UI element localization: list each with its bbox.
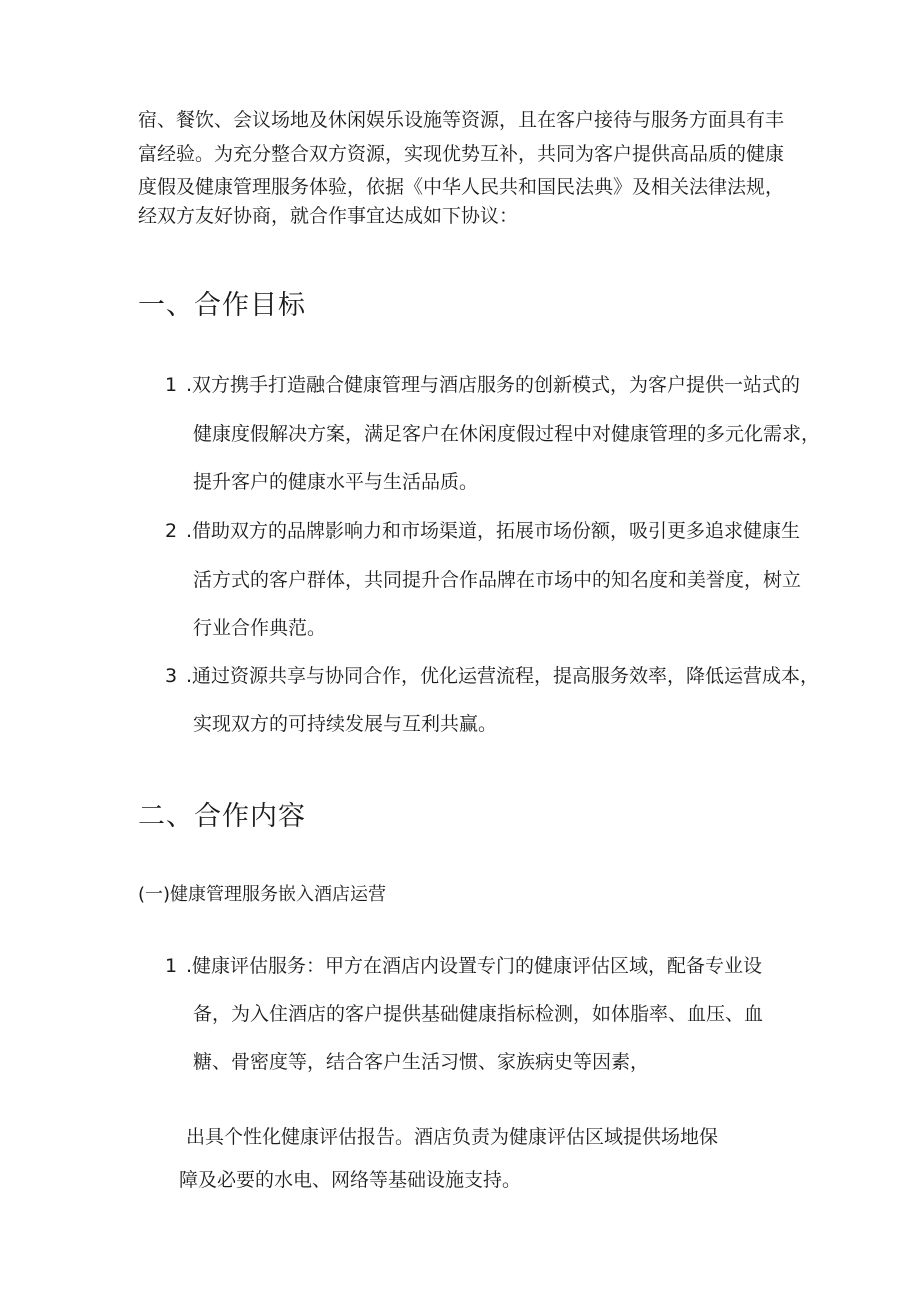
section-heading: 二、合作内容 — [138, 801, 306, 832]
section-heading: 一、合作目标 — [138, 290, 306, 321]
subsection-title: (一)健康管理服务嵌入酒店运营 — [138, 884, 387, 905]
item-line: .借助双方的品牌影响力和市场渠道，拓展市场份额，吸引更多追求健康生 — [186, 520, 801, 542]
paragraph-line: 出具个性化健康评估报告。酒店负责为健康评估区域提供场地保 — [186, 1126, 719, 1148]
item-line: 备，为入住酒店的客户提供基础健康指标检测，如体脂率、血压、血 — [193, 1003, 764, 1025]
intro-line: 富经验。为充分整合双方资源，实现优势互补，共同为客户提供高品质的健康 — [138, 143, 785, 165]
intro-line: 度假及健康管理服务体验，依据《中华人民共和国民法典》及相关法律法规， — [138, 176, 785, 198]
item-line: 健康度假解决方案，满足客户在休闲度假过程中对健康管理的多元化需求， — [193, 423, 821, 445]
item-line: 实现双方的可持续发展与互利共赢。 — [193, 713, 498, 735]
item-line: 提升客户的健康水平与生活品质。 — [193, 471, 479, 493]
intro-line: 宿、餐饮、会议场地及休闲娱乐设施等资源，且在客户接待与服务方面具有丰 — [138, 109, 785, 131]
item-line: 活方式的客户群体，共同提升合作品牌在市场中的知名度和美誉度，树立 — [193, 569, 802, 591]
item-line: 行业合作典范。 — [193, 617, 327, 639]
item-line: .双方携手打造融合健康管理与酒店服务的创新模式，为客户提供一站式的 — [186, 374, 801, 396]
item-line: 糖、骨密度等，结合客户生活习惯、家族病史等因素， — [193, 1051, 650, 1073]
paragraph-line: 障及必要的水电、网络等基础设施支持。 — [179, 1169, 522, 1191]
item-line: .健康评估服务：甲方在酒店内设置专门的健康评估区域，配备专业设 — [186, 955, 763, 977]
item-number: 2 — [165, 520, 178, 542]
item-line: .通过资源共享与协同合作，优化运营流程，提高服务效率，降低运营成本， — [186, 665, 820, 687]
item-number: 3 — [165, 665, 178, 687]
intro-line: 经双方友好协商，就合作事宜达成如下协议： — [138, 205, 519, 227]
item-number: 1 — [165, 374, 178, 396]
item-number: 1 — [165, 955, 178, 977]
